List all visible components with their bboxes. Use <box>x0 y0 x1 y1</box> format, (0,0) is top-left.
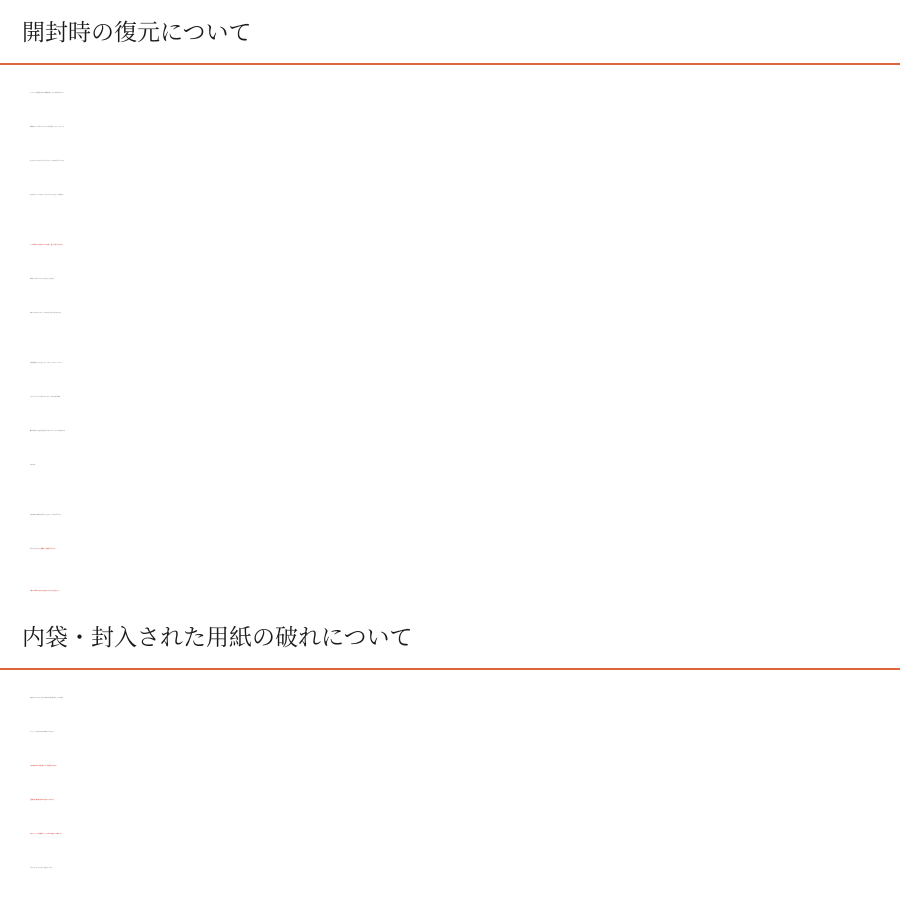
paragraph-not-defective <box>0 575 900 609</box>
paragraph-drying-tips <box>0 347 900 483</box>
body-line <box>30 716 900 750</box>
body-line <box>30 682 900 716</box>
body-line-mixed <box>30 533 900 567</box>
emphasis-line <box>30 750 900 784</box>
body-text <box>30 549 40 550</box>
body-line <box>30 415 900 449</box>
body-line <box>30 852 900 886</box>
section-title: 開封時の復元について <box>22 20 252 46</box>
section-title: 内袋・封入された用紙の破れについて <box>22 625 413 651</box>
paragraph-packaging <box>0 682 900 886</box>
section-opening-restoration <box>0 8 900 609</box>
emphasis-line <box>30 818 900 852</box>
body-line <box>30 145 900 179</box>
body-line <box>30 499 900 533</box>
body-line <box>30 263 900 297</box>
body-line <box>30 179 900 213</box>
emphasis-line <box>30 575 900 609</box>
body-line <box>30 347 900 381</box>
title-underline <box>0 668 900 670</box>
emphasis-line <box>30 229 900 263</box>
emphasis-text <box>40 549 56 550</box>
body-line <box>30 297 900 331</box>
emphasis-line <box>30 784 900 818</box>
body-line <box>30 449 900 483</box>
body-line <box>30 77 900 111</box>
body-line <box>30 381 900 415</box>
body-line <box>30 111 900 145</box>
paragraph-restoration-time <box>0 77 900 213</box>
title-underline <box>0 63 900 65</box>
section-inner-bag-tears <box>0 613 900 886</box>
paragraph-waiting-period <box>0 499 900 567</box>
paragraph-corner-wrinkles <box>0 229 900 331</box>
